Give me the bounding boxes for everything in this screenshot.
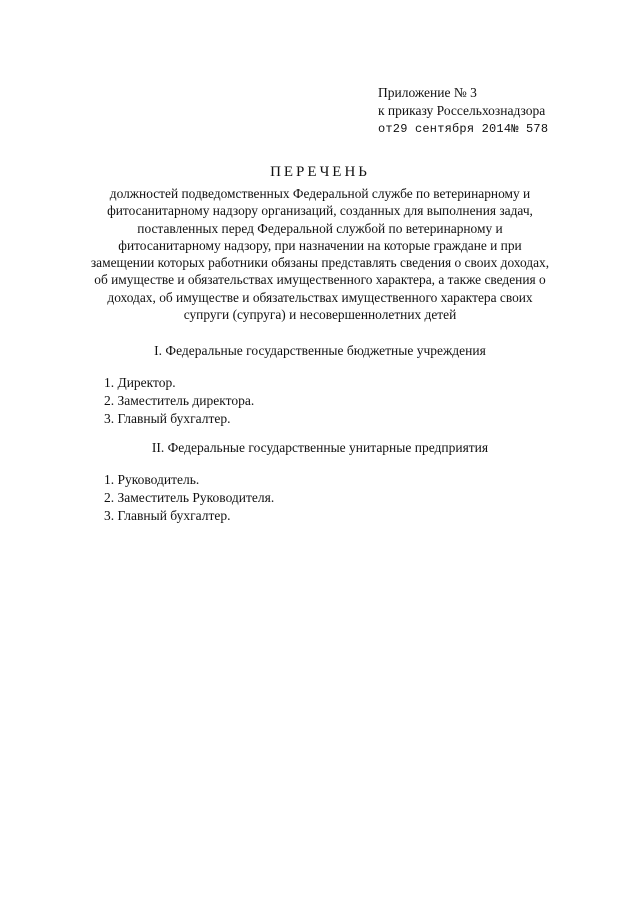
subtitle-line: поставленных перед Федеральной службой по ветеринарному и [137, 220, 503, 236]
subtitle-line: об имуществе и обязательствах имущественного характера, а также сведения о [94, 272, 546, 288]
subtitle-line: фитосанитарному надзору организаций, созданных для выполнения задач, [107, 203, 533, 219]
document-subtitle [70, 185, 570, 323]
list-item: 3. Главный бухгалтер. [104, 411, 231, 426]
list-item: 1. Директор. [104, 375, 176, 390]
subtitle-line: замещении которых работники обязаны представлять сведения о своих доходах, [90, 255, 550, 271]
section-1-heading: I. Федеральные государственные бюджетные учреждения [154, 343, 486, 358]
appendix-order-reference: к приказу Россельхознадзора [378, 103, 546, 118]
section-2-list [104, 471, 274, 525]
list-item: 2. Заместитель директора. [104, 393, 255, 408]
section-1-list [104, 374, 254, 428]
subtitle-line: фитосанитарному надзору, при назначении на которые граждане и при [118, 237, 522, 253]
subtitle-line: супруги (супруга) и несовершеннолетних детей [183, 307, 457, 323]
appendix-block [378, 84, 548, 138]
appendix-date-number: от29 сентября 2014№ 578 [378, 122, 549, 136]
section-2-heading: II. Федеральные государственные унитарные предприятия [151, 440, 489, 455]
list-item: 2. Заместитель Руководителя. [104, 490, 275, 505]
list-item: 3. Главный бухгалтер. [104, 508, 231, 523]
subtitle-line: доходах, об имуществе и обязательствах имущественного характера своих [107, 289, 533, 305]
subtitle-line: должностей подведомственных Федеральной службе по ветеринарному и [109, 186, 531, 201]
appendix-number: Приложение № 3 [378, 85, 477, 100]
document-title: ПЕРЕЧЕНЬ [270, 164, 370, 180]
list-item: 1. Руководитель. [104, 472, 200, 487]
